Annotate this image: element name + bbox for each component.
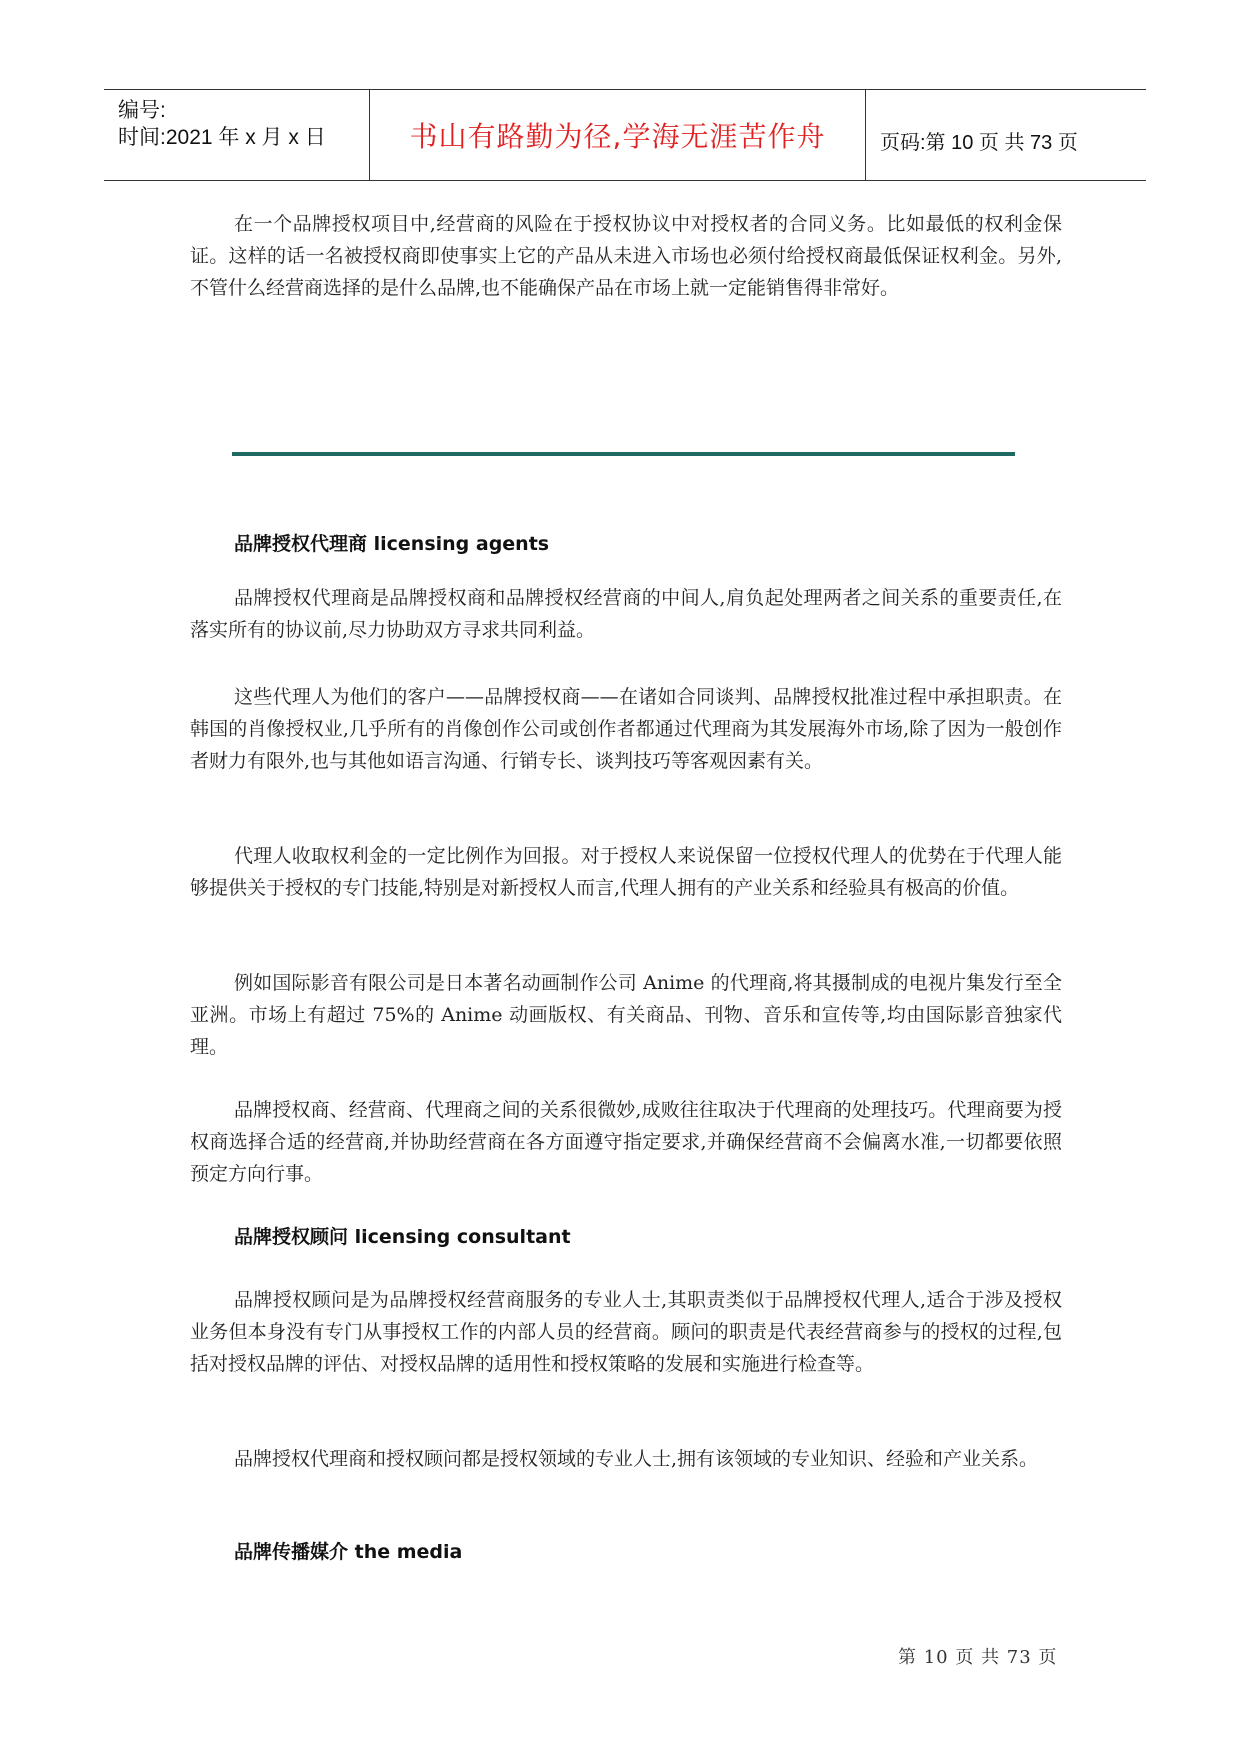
- header-page-cell: [866, 90, 1146, 180]
- paragraph-agent-role: 品牌授权代理商是品牌授权商和品牌授权经营商的中间人,肩负起处理两者之间关系的重要责任,在落实所有的协议前,尽力协助双方寻求共同利益。: [190, 587, 1062, 641]
- paragraph-professionals: 品牌授权代理商和授权顾问都是授权领域的专业人士,拥有该领域的专业知识、经验和产业关系。: [234, 1448, 1039, 1470]
- header-page-number: 页码:第 10 页 共 73 页: [880, 132, 1078, 154]
- paragraph-agent-duties: 这些代理人为他们的客户——品牌授权商——在诸如合同谈判、品牌授权批准过程中承担职责。在韩国的肖像授权业,几乎所有的肖像创作公司或创作者都通过代理商为其发展海外市场,除了因为一般创作者财力有限外,也与其他如语言沟通、行销专长、谈判技巧等客观因素有关。: [190, 686, 1062, 772]
- header-motto-cell: [369, 90, 866, 180]
- heading-licensing-consultant: 品牌授权顾问 licensing consultant: [234, 1226, 571, 1248]
- document-time-label: 时间:2021 年 x 月 x 日: [118, 126, 326, 149]
- paragraph-anime-example: 例如国际影音有限公司是日本著名动画制作公司 Anime 的代理商,将其摄制成的电视片集发行至全亚洲。市场上有超过 75%的 Anime 动画版权、有关商品、刊物、音乐和宣传等,均由国际影音独家代理。: [190, 972, 1062, 1058]
- document-number-label: 编号:: [118, 99, 166, 122]
- page-header: [104, 89, 1146, 181]
- paragraph-agent-compensation: 代理人收取权利金的一定比例作为回报。对于授权人来说保留一位授权代理人的优势在于代理人能够提供关于授权的专门技能,特别是对新授权人而言,代理人拥有的产业关系和经验具有极高的价值。: [190, 845, 1062, 899]
- heading-licensing-agents: 品牌授权代理商 licensing agents: [234, 533, 550, 555]
- paragraph-licensee-risk: 在一个品牌授权项目中,经营商的风险在于授权协议中对授权者的合同义务。比如最低的权利金保证。这样的话一名被授权商即使事实上它的产品从未进入市场也必须付给授权商最低保证权利金。另外,不管什么经营商选择的是什么品牌,也不能确保产品在市场上就一定能销售得非常好。: [190, 213, 1062, 299]
- page-footer-number: 第 10 页 共 73 页: [898, 1647, 1058, 1668]
- header-motto: 书山有路勤为径,学海无涯苦作舟: [409, 120, 826, 153]
- header-meta-cell: [104, 90, 369, 180]
- paragraph-relationships: 品牌授权商、经营商、代理商之间的关系很微妙,成败往往取决于代理商的处理技巧。代理商要为授权商选择合适的经营商,并协助经营商在各方面遵守指定要求,并确保经营商不会偏离水准,一切都要依照预定方向行事。: [190, 1099, 1062, 1185]
- section-divider: [232, 452, 1015, 456]
- paragraph-consultant-role: 品牌授权顾问是为品牌授权经营商服务的专业人士,其职责类似于品牌授权代理人,适合于涉及授权业务但本身没有专门从事授权工作的内部人员的经营商。顾问的职责是代表经营商参与的授权的过程,包括对授权品牌的评估、对授权品牌的适用性和授权策略的发展和实施进行检查等。: [190, 1289, 1062, 1375]
- heading-the-media: 品牌传播媒介 the media: [234, 1541, 463, 1563]
